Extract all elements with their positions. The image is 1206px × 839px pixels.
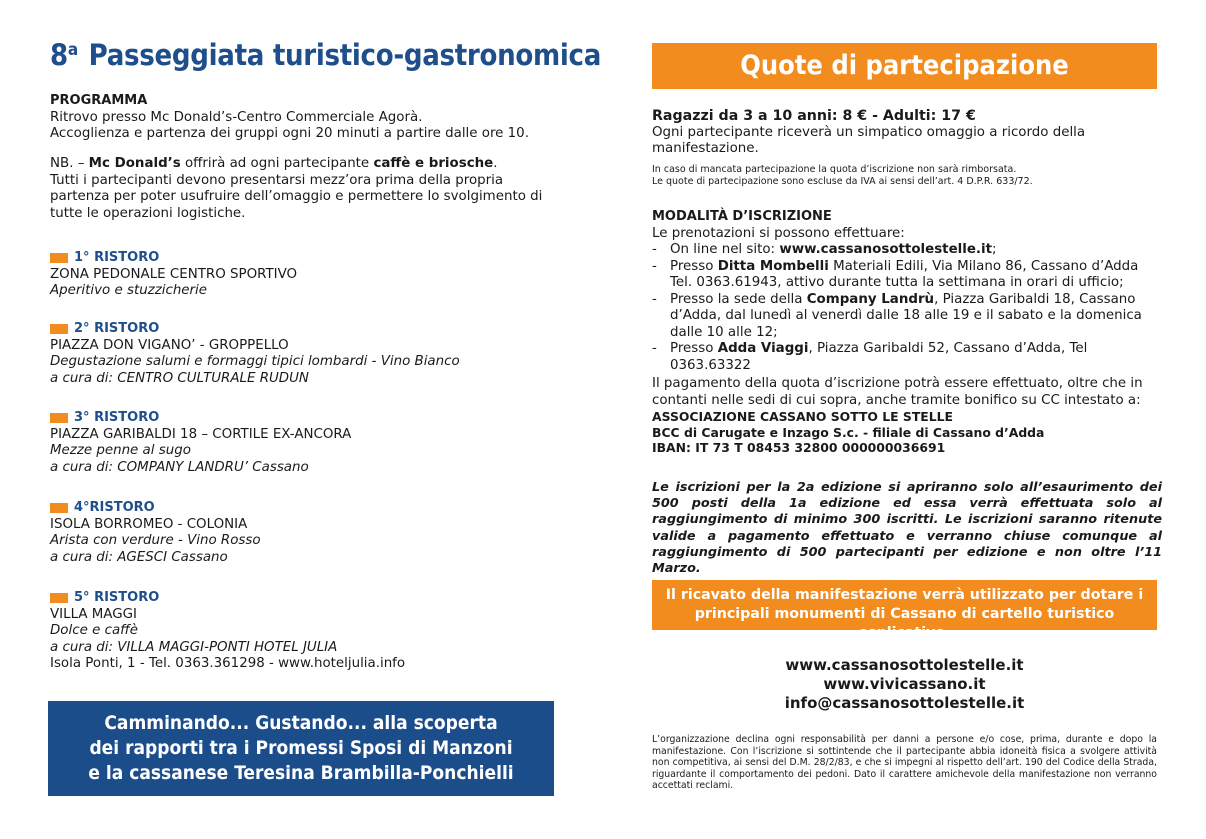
prices-line: Ragazzi da 3 a 10 anni: 8 € - Adulti: 17 €: [652, 108, 976, 124]
disclaimer: L’organizzazione declina ogni responsabilità per danni a persone e/o cose, prima, durante e dopo la manifestazione. Con l’iscrizione si sottintende che il partecipante abbia idoneità fisica a svolgere attività non competitiva, ai sensi del D.M. 28/2/83, e che si impegni al rispetto dell’art. 190 del Codice della Strada, riguardante il comportamento dei pedoni. Dato il carattere amichevole della manifestazione non verranno accettati reclami.: [652, 734, 1157, 792]
association-name: ASSOCIAZIONE CASSANO SOTTO LE STELLE: [652, 409, 954, 424]
website-link[interactable]: www.vivicassano.it: [823, 675, 986, 693]
item-text: Presso: [670, 258, 718, 274]
prices-section: [652, 108, 1162, 158]
item-text: Presso la sede della: [670, 291, 807, 307]
nb-mcdonalds: Mc Donald’s: [88, 156, 181, 171]
modalita-section: [652, 209, 1162, 374]
nb-end: .: [493, 156, 498, 171]
programma-heading: PROGRAMMA: [50, 93, 148, 108]
callout-line1: Il ricavato della manifestazione verrà utilizzato per dotare i: [665, 587, 1144, 603]
orange-square-icon: [50, 413, 68, 423]
ristoro-title: 5° RISTORO: [74, 590, 160, 605]
website-link[interactable]: www.cassanosottolestelle.it: [779, 242, 992, 257]
title-number: 8: [50, 38, 68, 72]
programma-line1: Ritrovo presso Mc Donald’s-Centro Commerciale Agorà.: [50, 109, 423, 125]
nb-line: [50, 156, 560, 173]
quote-banner: Quote di partecipazione: [652, 43, 1157, 89]
ristoro-heading: [50, 500, 560, 517]
modalita-heading: MODALITÀ D’ISCRIZIONE: [652, 209, 832, 224]
iban: IBAN: IT 73 T 08453 32800 000000036691: [652, 440, 946, 455]
ristoro-contact: Isola Ponti, 1 - Tel. 0363.361298 - www.hoteljulia.info: [50, 656, 406, 671]
nb-bold: caffè e briosche: [373, 156, 494, 171]
bank-name: BCC di Carugate e Inzago S.c. - filiale di Cassano d’Adda: [652, 424, 1045, 440]
email-link[interactable]: info@cassanosottolestelle.it: [784, 694, 1025, 712]
ristoro-desc: Aperitivo e stuzzicherie: [50, 283, 208, 298]
item-bold: Adda Viaggi: [717, 341, 809, 356]
title-superscript: a: [67, 40, 78, 60]
website-link[interactable]: www.cassanosottolestelle.it: [785, 656, 1024, 674]
page-title: [50, 38, 602, 72]
item-bold: Company Landrù: [806, 291, 935, 307]
ristoro-heading: [50, 590, 560, 607]
theme-banner-line3: e la cassanese Teresina Brambilla-Ponchielli: [88, 762, 514, 784]
orange-square-icon: [50, 253, 68, 263]
ristoro-heading: [50, 321, 560, 338]
ristoro-place: ISOLA BORROMEO - COLONIA: [50, 516, 248, 532]
ristoro-curator: a cura di: AGESCI Cassano: [50, 549, 228, 565]
modalita-intro: Le prenotazioni si possono effettuare:: [652, 225, 905, 241]
ristoro-3: [50, 410, 560, 476]
ristoro-curator: a cura di: CENTRO CULTURALE RUDUN: [50, 370, 309, 386]
iva-note: Le quote di partecipazione sono escluse da IVA ai sensi dell’art. 4 D.P.R. 633/72.: [652, 176, 1033, 187]
notes-section: [652, 164, 1162, 188]
title-text: Passeggiata turistico-gastronomica: [88, 38, 602, 72]
theme-banner: [48, 701, 554, 796]
websites: [652, 656, 1157, 713]
ristoro-curator: a cura di: VILLA MAGGI-PONTI HOTEL JULIA: [50, 639, 338, 655]
ristoro-heading: [50, 250, 560, 267]
ristoro-desc: Dolce e caffè: [50, 623, 139, 638]
gift-line: Ogni partecipante riceverà un simpatico omaggio a ricordo della manifestazione.: [652, 124, 1086, 156]
ristoro-desc: Arista con verdure - Vino Rosso: [50, 533, 261, 548]
programma-line2: Accoglienza e partenza dei gruppi ogni 20 minuti a partire dalle ore 10.: [50, 126, 529, 141]
orange-square-icon: [50, 503, 68, 513]
ristoro-title: 4°RISTORO: [74, 500, 155, 515]
ristoro-title: 1° RISTORO: [74, 250, 160, 265]
item-text: On line nel sito:: [670, 242, 780, 257]
ristoro-5: [50, 590, 560, 673]
iscrizioni-note: Le iscrizioni per la 2a edizione si apriranno solo all’esaurimento dei 500 posti della 1a edizione ed essa verrà effettuata solo al raggiungimento di minimo 300 iscritti. Le iscrizioni saranno ritenute valide a pagamento effettuato e verranno chiuse comunque al raggiungimento di 500 partecipanti per edizione e non oltre l’11 Marzo.: [652, 480, 1162, 577]
nb-prefix: NB. –: [50, 156, 89, 171]
nb-section: [50, 156, 560, 222]
list-item: [652, 292, 1162, 342]
list-item: [652, 259, 1162, 292]
ristoro-desc: Degustazione salumi e formaggi tipici lombardi - Vino Bianco: [50, 354, 460, 369]
nb-mid: offrirà ad ogni partecipante: [180, 156, 374, 171]
orange-square-icon: [50, 324, 68, 334]
ristoro-heading: [50, 410, 560, 427]
theme-banner-line1: Camminando... Gustando... alla scoperta: [104, 712, 498, 734]
ristoro-title: 3° RISTORO: [74, 410, 160, 425]
list-item: [652, 341, 1162, 374]
programma-section: [50, 93, 560, 143]
item-text: ;: [992, 242, 997, 257]
theme-banner-line2: dei rapporti tra i Promessi Sposi di Manzoni: [89, 737, 513, 759]
item-text: Materiali Edili, Via Milano 86, Cassano d’Adda Tel. 0363.61943, attivo durante tutta la settimana in orari di ufficio;: [670, 258, 1139, 290]
ristoro-place: ZONA PEDONALE CENTRO SPORTIVO: [50, 266, 298, 282]
item-bold: Ditta Mombelli: [717, 258, 829, 274]
orange-square-icon: [50, 593, 68, 603]
item-text: , Piazza Garibaldi 52, Cassano d’Adda, Tel 0363.63322: [670, 341, 1088, 373]
ristoro-desc: Mezze penne al sugo: [50, 443, 191, 458]
ristoro-1: [50, 250, 560, 300]
ristoro-curator: a cura di: COMPANY LANDRU’ Cassano: [50, 459, 309, 475]
ristoro-place: PIAZZA DON VIGANO’ - GROPPELLO: [50, 337, 289, 353]
ristoro-4: [50, 500, 560, 566]
ristoro-title: 2° RISTORO: [74, 321, 160, 336]
nb-rest: Tutti i partecipanti devono presentarsi mezz’ora prima della propria partenza per poter usufruire dell’omaggio e permettere lo svolgimento di tutte le operazioni logistiche.: [50, 172, 543, 221]
ristoro-place: PIAZZA GARIBALDI 18 – CORTILE EX-ANCORA: [50, 426, 352, 442]
pagamento-section: [652, 376, 1162, 456]
callout-line2: principali monumenti di Cassano di cartello turistico esplicativo.: [694, 606, 1115, 641]
pagamento-text: Il pagamento della quota d’iscrizione potrà essere effettuato, oltre che in contanti nelle sedi di cui sopra, anche tramite bonifico su CC intestato a:: [652, 376, 1143, 408]
list-item: [652, 242, 1162, 259]
proceeds-callout: [652, 580, 1157, 641]
item-text: Presso: [670, 341, 718, 356]
ristoro-place: VILLA MAGGI: [50, 606, 137, 622]
item-text: , Piazza Garibaldi 18, Cassano d’Adda, dal lunedì al venerdì dalle 18 alle 19 e il sabato e la domenica dalle 10 alle 12;: [670, 291, 1142, 340]
ristoro-2: [50, 321, 560, 387]
modalita-list: [652, 242, 1162, 374]
refund-note: In caso di mancata partecipazione la quota d’iscrizione non sarà rimborsata.: [652, 164, 1017, 175]
